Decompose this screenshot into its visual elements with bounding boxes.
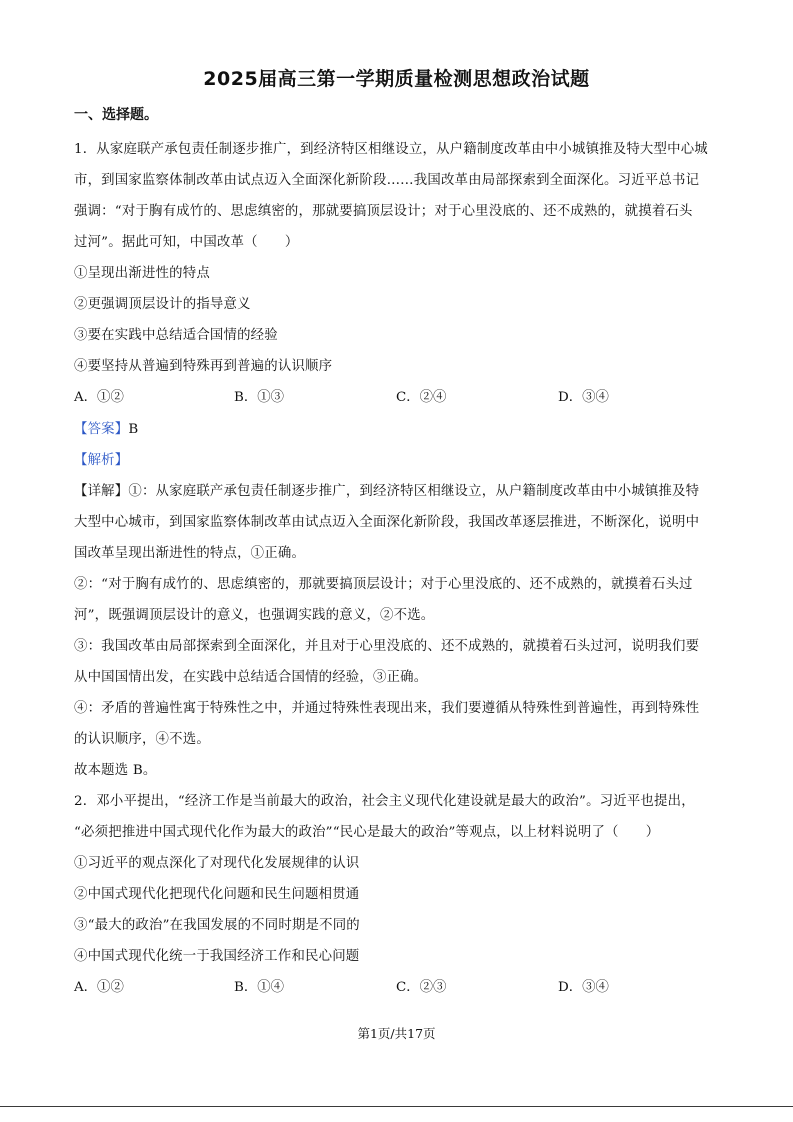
q1-explain-line-2: 大型中心城市，到国家监察体制改革由试点迈入全面深化新阶段，我国改革逐层推进，不断深化，说明中 [74,515,700,530]
q2-option-b: B．①④ [234,980,285,995]
q1-explain-line-6: ③：我国改革由局部探索到全面深化，并且对于心里没底的、还不成熟的，就摸着石头过河，说明我们要 [74,639,700,654]
q1-explain-line-1 [74,483,699,501]
q1-analysis [74,452,128,470]
q1-item-4: ④要坚持从普遍到特殊再到普遍的认识顺序 [74,359,333,374]
q2-stem-line-2: “必须把推进中国式现代化作为最大的政治”“民心是最大的政治”等观点，以上材料说明了（ ） [74,825,660,840]
q2-item-1: ①习近平的观点深化了对现代化发展规律的认识 [74,856,360,871]
q1-explain-line-3: 国改革呈现出渐进性的特点，①正确。 [74,546,306,561]
q1-explain-line-8: ④：矛盾的普遍性寓于特殊性之中，并通过特殊性表现出来，我们要遵循从特殊性到普遍性，再到特殊性 [74,701,700,716]
q2-option-d: D．③④ [558,980,609,995]
q2-option-a: A．①② [74,980,124,995]
answer-value: B [128,422,139,437]
q2-item-4: ④中国式现代化统一于我国经济工作和民心问题 [74,949,360,964]
page-title: 2025届高三第一学期质量检测思想政治试题 [203,68,590,90]
q1-answer [74,421,138,439]
q1-item-2: ②更强调顶层设计的指导意义 [74,297,251,312]
q2-item-3: ③“最大的政治”在我国发展的不同时期是不同的 [74,918,360,933]
page-number-footer: 第1页/共17页 [357,1026,436,1041]
q1-item-1: ①呈现出渐进性的特点 [74,266,210,281]
q2-option-c: C．②③ [396,980,447,995]
bottom-divider [0,1106,793,1107]
q1-options [74,389,724,407]
analysis-tag: 【解析】 [74,453,129,468]
q1-option-a: A．①② [74,390,124,405]
q1-stem-line-3: 强调：“对于胸有成竹的、思虑缜密的，那就要搞顶层设计；对于心里没底的、还不成熟的，就摸着石头 [74,204,693,219]
q1-stem-line-2: 市，到国家监察体制改革由试点迈入全面深化新阶段……我国改革由局部探索到全面深化。习近平总书记 [74,173,700,188]
q1-explain-line-4: ②：“对于胸有成竹的、思虑缜密的，那就要搞顶层设计；对于心里没底的、还不成熟的，就摸着石头过 [74,577,693,592]
q2-item-2: ②中国式现代化把现代化问题和民生问题相贯通 [74,887,360,902]
q1-item-3: ③要在实践中总结适合国情的经验 [74,328,278,343]
q1-option-b: B．①③ [234,390,285,405]
answer-tag: 【答案】 [74,422,129,437]
q1-stem-line-4: 过河”。据此可知，中国改革（ ） [74,235,299,250]
q2-stem-line-1: 2．邓小平提出，“经济工作是当前最大的政治，社会主义现代化建设就是最大的政治”。习近平也提出， [74,794,695,809]
q1-explain-line-5: 河”，既强调顶层设计的意义，也强调实践的意义，②不选。 [74,608,435,623]
q1-explain-line-7: 从中国国情出发，在实践中总结适合国情的经验，③正确。 [74,670,428,685]
q2-options [74,979,724,997]
q1-option-d: D．③④ [558,390,609,405]
detail-tag: 【详解】 [74,484,129,499]
q1-conclusion: 故本题选 B。 [74,763,157,778]
q1-option-c: C．②④ [396,390,447,405]
q1-stem-line-1: 1．从家庭联产承包责任制逐步推广，到经济特区相继设立，从户籍制度改革由中小城镇推及特大型中心城 [74,142,708,157]
q1-explain-line-9: 的认识顺序，④不选。 [74,732,210,747]
section-heading: 一、选择题。 [74,107,158,123]
q1-explain-text-1: ①：从家庭联产承包责任制逐步推广，到经济特区相继设立，从户籍制度改革由中小城镇推及特 [128,484,700,499]
